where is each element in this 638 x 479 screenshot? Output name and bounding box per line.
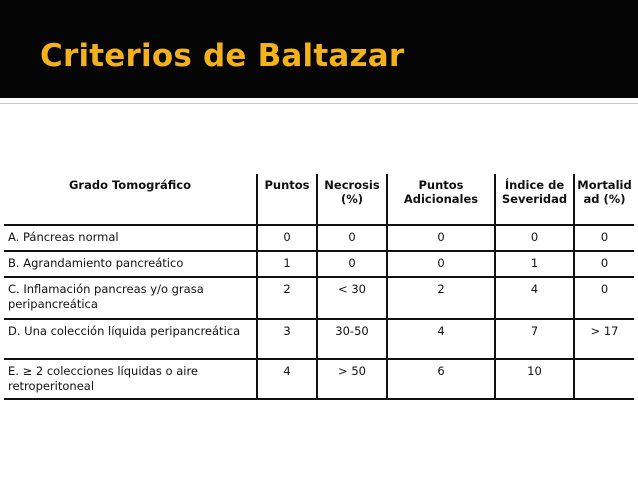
cell-mortalidad: 0: [574, 277, 634, 319]
cell-necrosis: 30-50: [317, 319, 387, 359]
cell-indice: 7: [495, 319, 574, 359]
cell-grado: D. Una colección líquida peripancreática: [4, 319, 257, 359]
cell-indice: 1: [495, 251, 574, 277]
cell-puntos-adicionales: 0: [387, 251, 495, 277]
cell-grado: A. Páncreas normal: [4, 225, 257, 251]
table-row: [4, 359, 634, 399]
cell-indice: 0: [495, 225, 574, 251]
header-necrosis: Necrosis (%): [317, 174, 387, 225]
cell-puntos: 2: [257, 277, 317, 319]
cell-indice: 4: [495, 277, 574, 319]
table-row: [4, 251, 634, 277]
header-mortalidad: Mortalidad (%): [574, 174, 634, 225]
table-header-row: [4, 174, 634, 225]
cell-puntos-adicionales: 0: [387, 225, 495, 251]
cell-puntos-adicionales: 2: [387, 277, 495, 319]
table-row: [4, 277, 634, 319]
cell-mortalidad: 0: [574, 225, 634, 251]
cell-puntos: 3: [257, 319, 317, 359]
cell-indice: 10: [495, 359, 574, 399]
cell-mortalidad: > 17: [574, 319, 634, 359]
header-puntos-adicionales: Puntos Adicionales: [387, 174, 495, 225]
cell-necrosis: 0: [317, 251, 387, 277]
cell-puntos: 0: [257, 225, 317, 251]
cell-necrosis: 0: [317, 225, 387, 251]
cell-puntos-adicionales: 6: [387, 359, 495, 399]
header-grado-tomografico: Grado Tomográfico: [4, 174, 257, 225]
baltazar-criteria-table: [4, 174, 634, 400]
title-divider: [0, 98, 638, 104]
cell-puntos: 4: [257, 359, 317, 399]
cell-necrosis: < 30: [317, 277, 387, 319]
header-puntos: Puntos: [257, 174, 317, 225]
slide-title: Criterios de Baltazar: [40, 38, 405, 74]
table-row: [4, 225, 634, 251]
cell-mortalidad: [574, 359, 634, 399]
table-row: [4, 319, 634, 359]
cell-mortalidad: 0: [574, 251, 634, 277]
cell-puntos-adicionales: 4: [387, 319, 495, 359]
cell-grado: C. Inflamación pancreas y/o grasa peripancreática: [4, 277, 257, 319]
cell-necrosis: > 50: [317, 359, 387, 399]
cell-puntos: 1: [257, 251, 317, 277]
cell-grado: E. ≥ 2 colecciones líquidas o aire retroperitoneal: [4, 359, 257, 399]
cell-grado: B. Agrandamiento pancreático: [4, 251, 257, 277]
header-indice-severidad: Índice de Severidad: [495, 174, 574, 225]
